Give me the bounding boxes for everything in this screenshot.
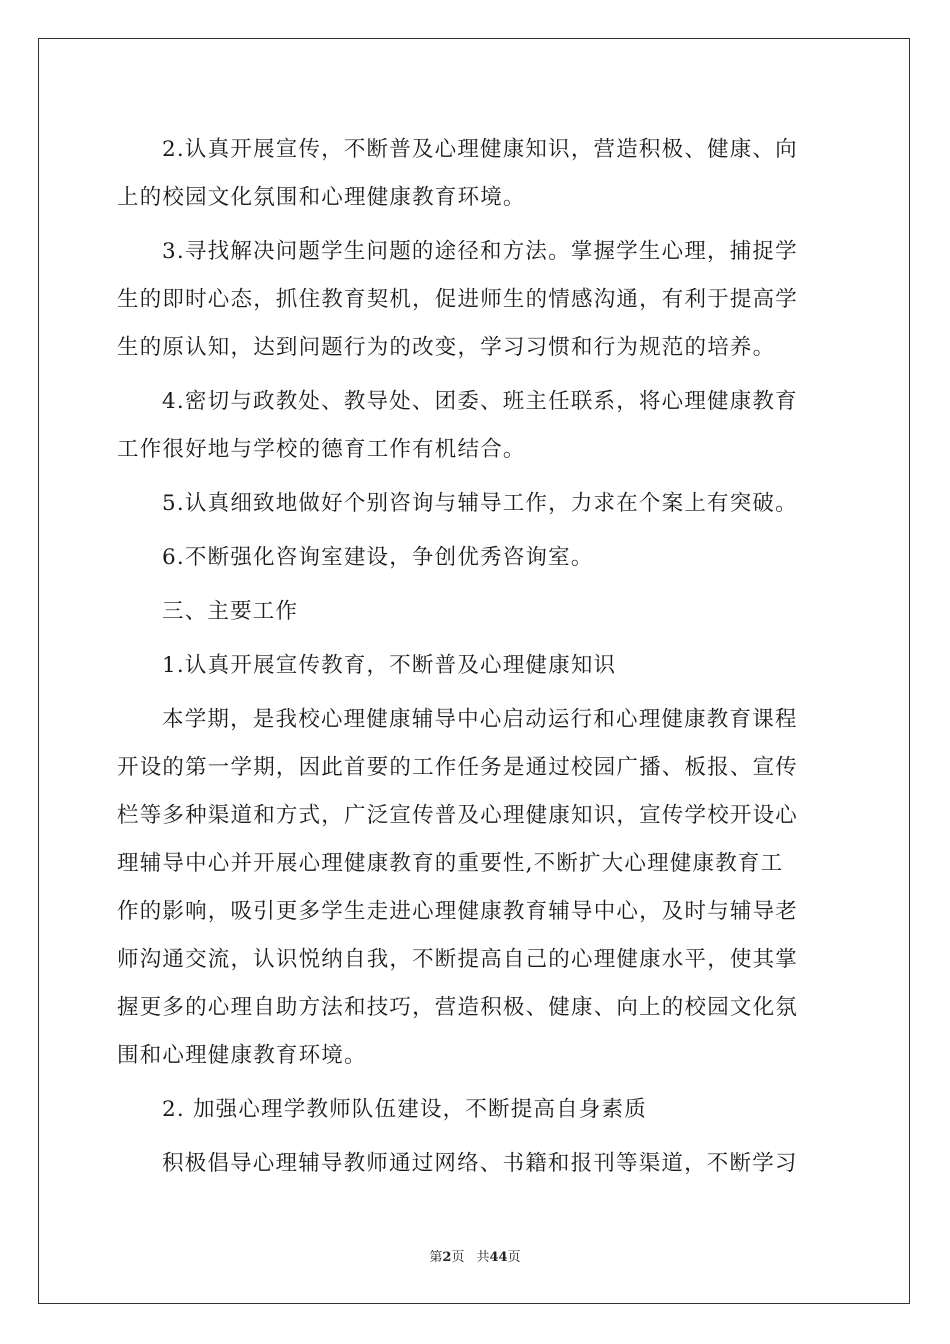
- footer-total-pages: 44: [489, 1250, 508, 1265]
- paragraph-line: 栏等多种渠道和方式，广泛宣传普及心理健康知识，宣传学校开设心: [117, 803, 799, 828]
- paragraph-line: 握更多的心理自助方法和技巧，营造积极、健康、向上的校园文化氛: [117, 995, 799, 1020]
- paragraph-line: 2.认真开展宣传，不断普及心理健康知识，营造积极、健康、向: [162, 137, 798, 162]
- paragraph-line: 作的影响，吸引更多学生走进心理健康教育辅导中心，及时与辅导老: [117, 899, 799, 924]
- footer-total-suffix: 页: [507, 1250, 521, 1265]
- paragraph-line: 生的原认知，达到问题行为的改变，学习习惯和行为规范的培养。: [117, 335, 776, 360]
- paragraph-line: 本学期，是我校心理健康辅导中心启动运行和心理健康教育课程: [162, 707, 798, 732]
- paragraph-line: 4.密切与政教处、教导处、团委、班主任联系，将心理健康教育: [162, 389, 798, 414]
- paragraph-line: 开设的第一学期，因此首要的工作任务是通过校园广播、板报、宣传: [117, 755, 799, 780]
- subsection-heading: 2. 加强心理学教师队伍建设，不断提高自身素质: [162, 1097, 647, 1122]
- paragraph-line: 生的即时心态，抓住教育契机，促进师生的情感沟通，有利于提高学: [117, 287, 799, 312]
- paragraph-line: 理辅导中心并开展心理健康教育的重要性,不断扩大心理健康教育工: [117, 851, 784, 876]
- footer-page-number: 2: [442, 1250, 452, 1265]
- paragraph-line: 5.认真细致地做好个别咨询与辅导工作，力求在个案上有突破。: [162, 491, 798, 516]
- footer-page-prefix: 第: [429, 1250, 443, 1265]
- footer-page-suffix: 页: [451, 1250, 465, 1265]
- document-body: [117, 126, 837, 1188]
- paragraph-line: 上的校园文化氛围和心理健康教育环境。: [117, 185, 526, 210]
- paragraph-line: 积极倡导心理辅导教师通过网络、书籍和报刊等渠道，不断学习: [162, 1151, 798, 1176]
- paragraph-line: 6.不断强化咨询室建设，争创优秀咨询室。: [162, 545, 594, 570]
- section-heading: 三、主要工作: [162, 599, 299, 624]
- subsection-heading: 1.认真开展宣传教育，不断普及心理健康知识: [162, 653, 617, 678]
- footer-total-prefix: 共: [476, 1250, 490, 1265]
- paragraph-line: 围和心理健康教育环境。: [117, 1043, 367, 1068]
- paragraph-line: 师沟通交流，认识悦纳自我，不断提高自己的心理健康水平，使其掌: [117, 947, 799, 972]
- paragraph-line: 3.寻找解决问题学生问题的途径和方法。掌握学生心理，捕捉学: [162, 239, 798, 264]
- page-footer: [0, 1246, 950, 1265]
- paragraph-line: 工作很好地与学校的德育工作有机结合。: [117, 437, 526, 462]
